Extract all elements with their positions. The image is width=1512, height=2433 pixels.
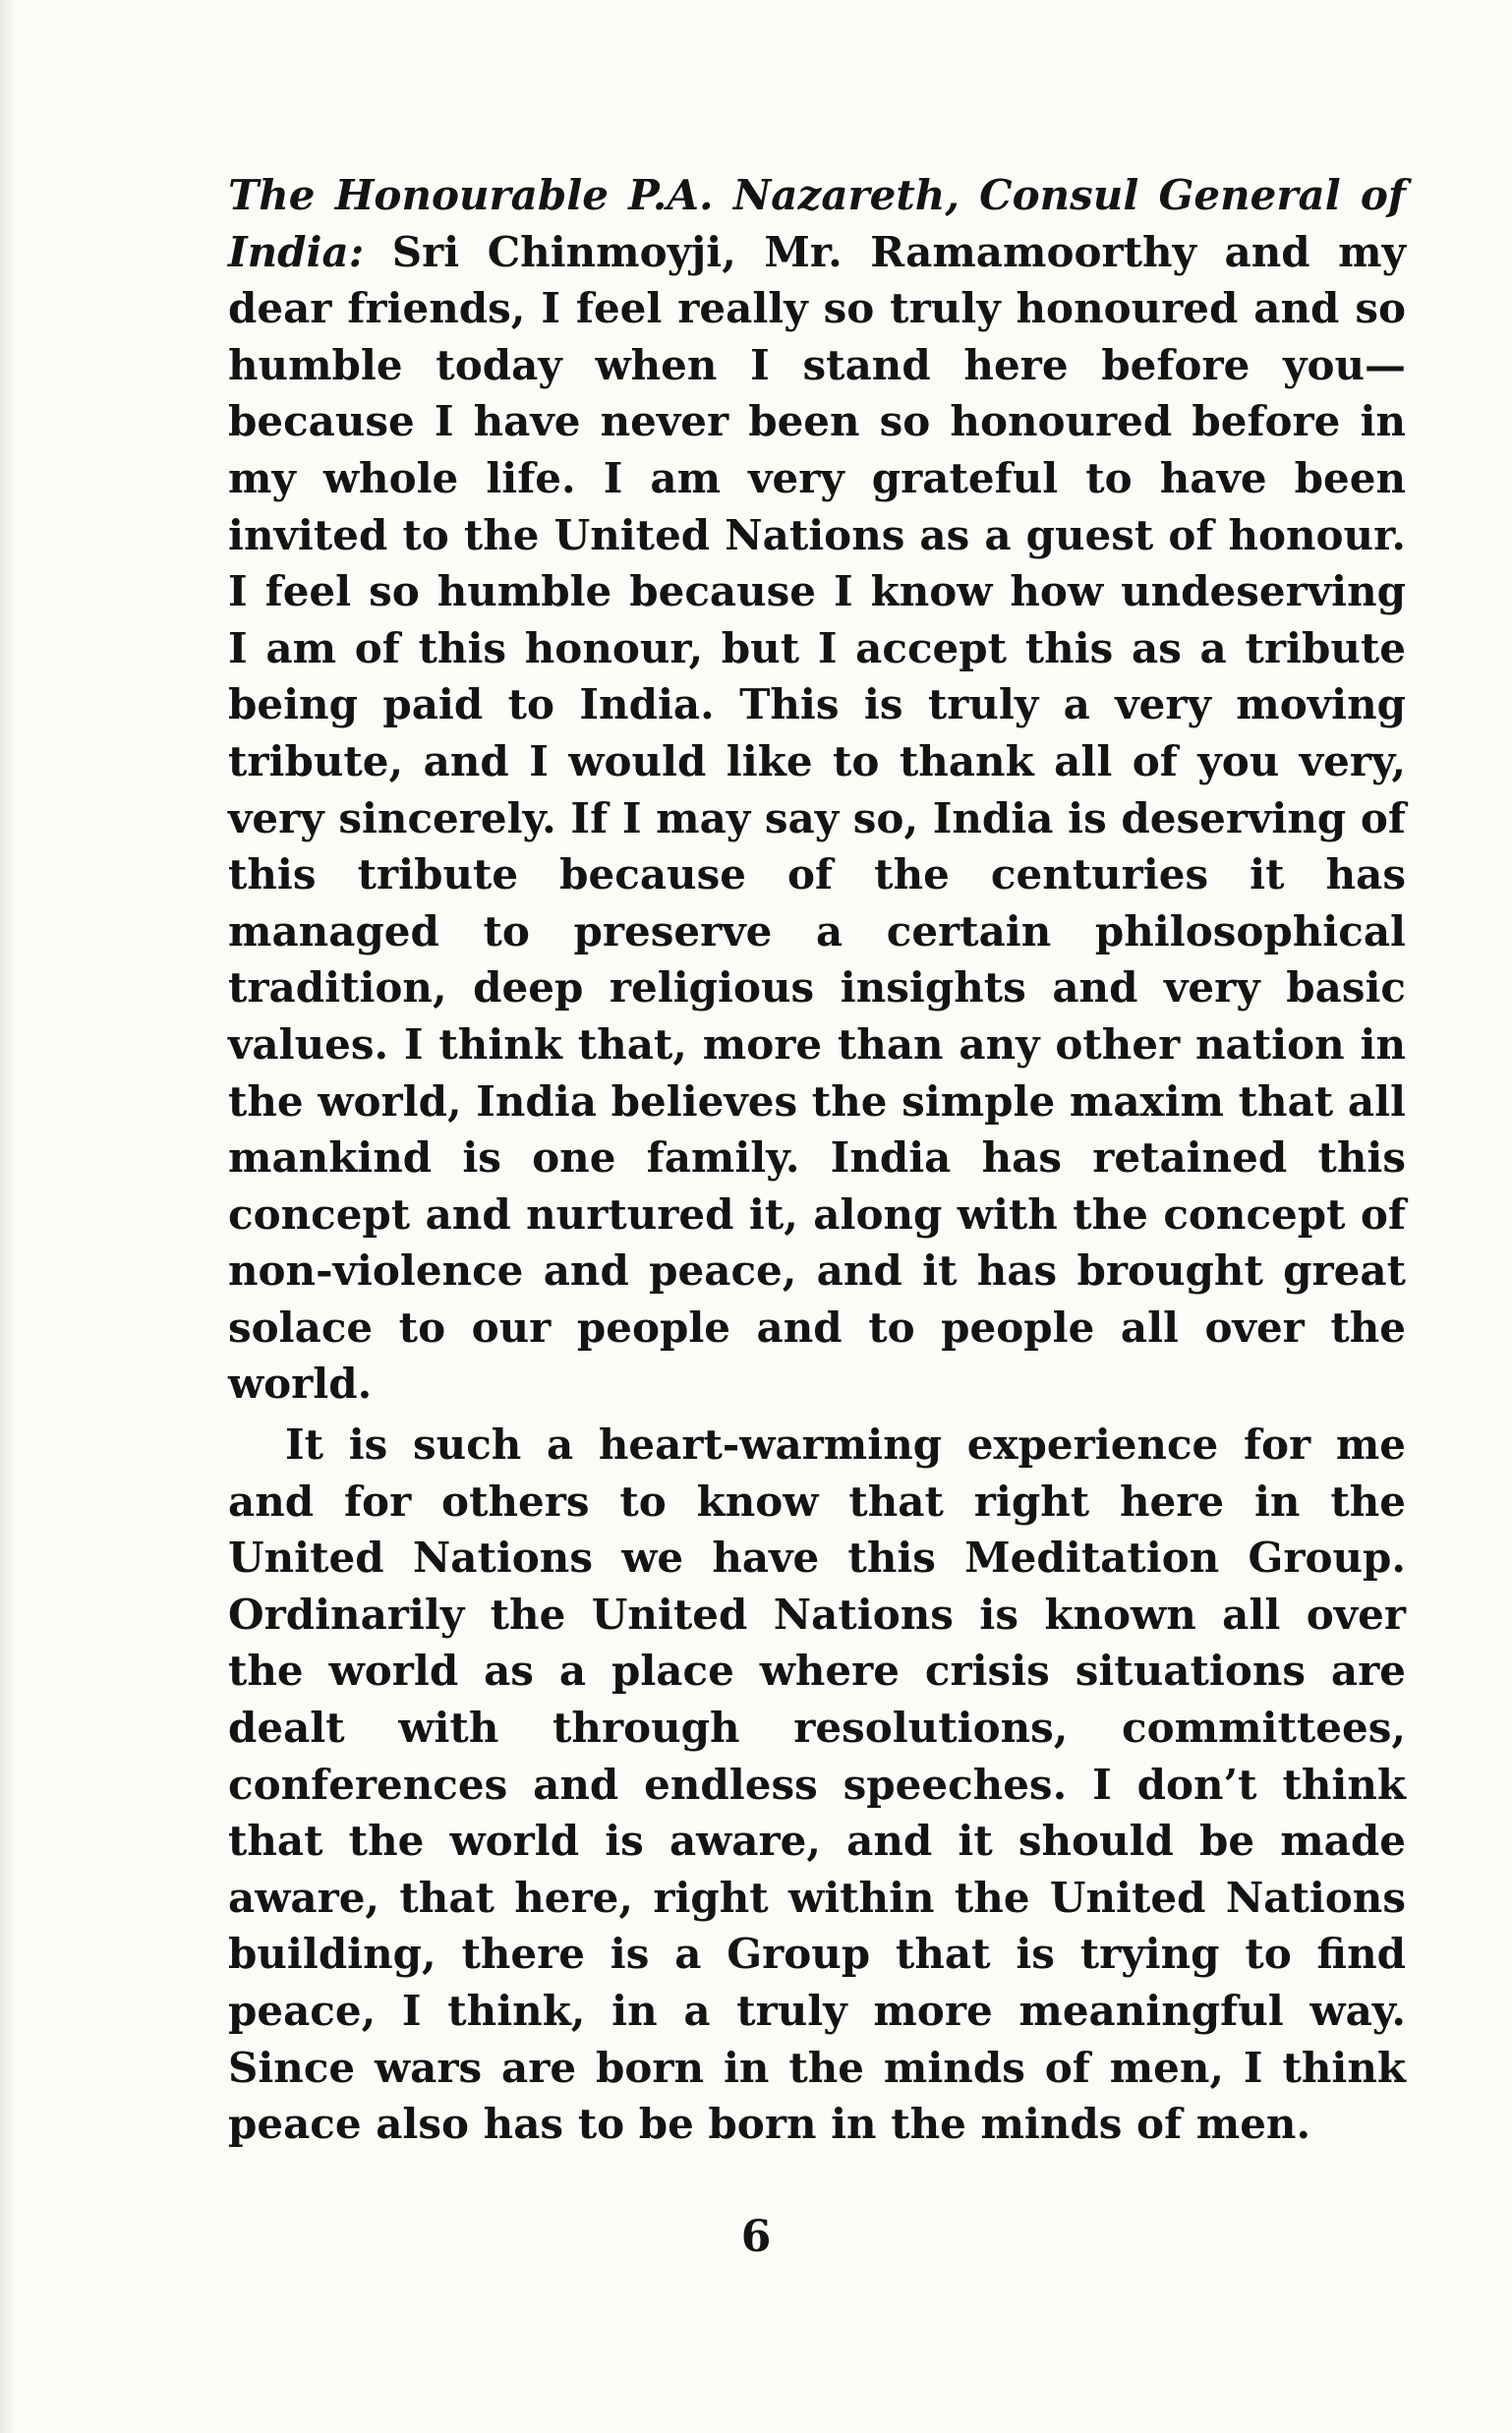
page-edge-shadow (0, 0, 14, 2433)
paragraph-1 (228, 167, 1406, 1413)
page-number: 6 (740, 2212, 772, 2262)
body-text (228, 167, 1406, 2153)
speaker-attribution: The Honourable P.A. Nazareth, Consul General of India: (228, 171, 1406, 276)
paragraph-2: It is such a heart-warming experience for me and for others to know that right here in the United Nations we have this Meditation Group. Ordinarily the United Nations is known all over the world as a place where crisis situations are dealt with through resolutions, committees, conferences and endless speeches. I don’t think that the world is aware, and it should be made aware, that here, right within the United Nations building, there is a Group that is trying to find peace, I think, in a truly more meaningful way. Since wars are born in the minds of men, I think peace also has to be born in the minds of men. (228, 1420, 1406, 2149)
paragraph-1-body: Sri Chinmoyji, Mr. Ramamoorthy and my dear friends, I feel really so truly honoured and so humble today when I stand here before you—because I have never been so honoured before in my whole life. I am very grateful to have been invited to the United Nations as a guest of honour. I feel so humble because I know how undeserving I am of this honour, but I accept this as a tribute being paid to India. This is truly a very moving tribute, and I would like to thank all of you very, very sincerely. If I may say so, India is deserving of this tribute because of the centuries it has managed to preserve a certain philosophical tradition, deep religious insights and very basic values. I think that, more than any other nation in the world, India believes the simple maxim that all mankind is one family. India has retained this concept and nurtured it, along with the concept of non-violence and peace, and it has brought great solace to our people and to people all over the world. (228, 227, 1406, 1409)
